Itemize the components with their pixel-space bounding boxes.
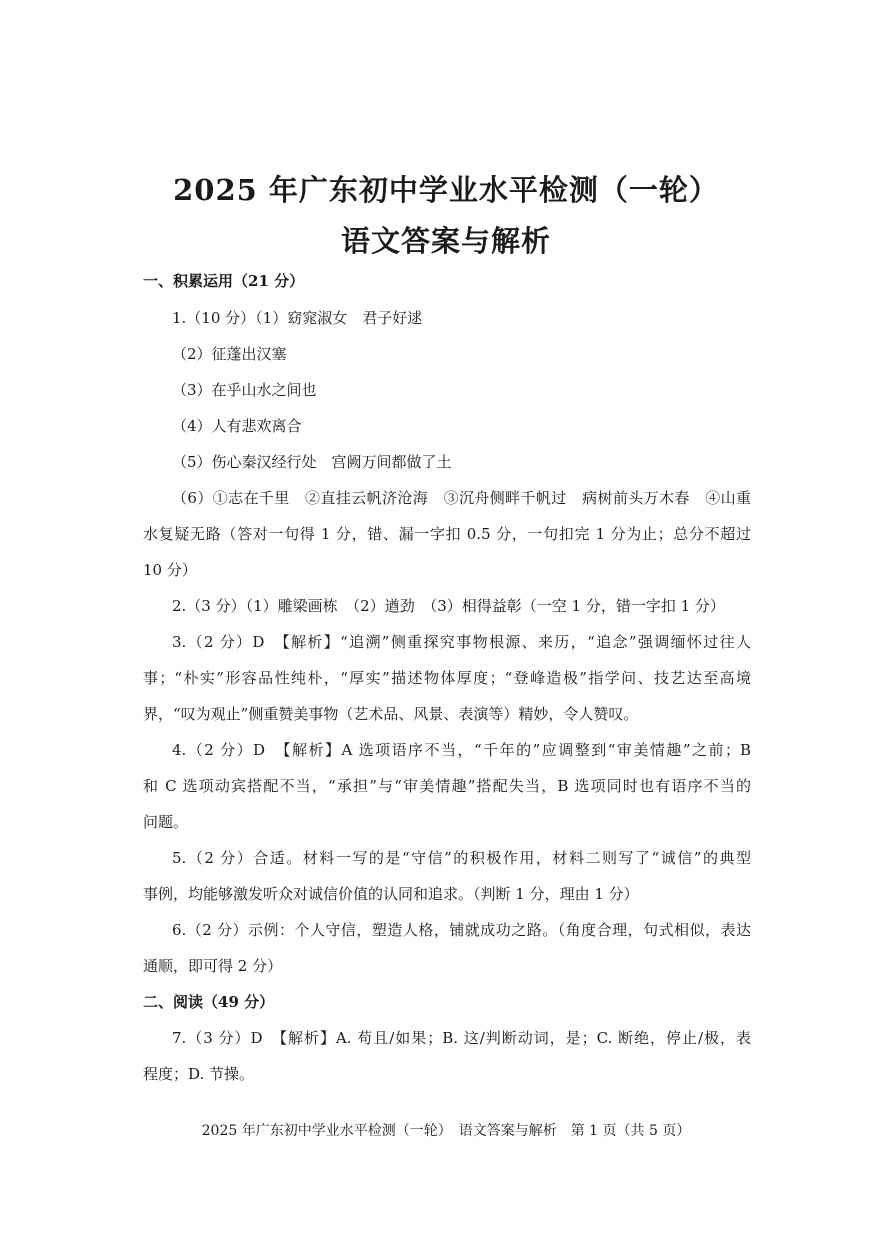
answer-line: 问题。 (143, 813, 189, 831)
answer-line: （3）在乎山水之间也 (172, 381, 317, 399)
document-title: 2025 年广东初中学业水平检测（一轮） (173, 173, 719, 207)
section-heading-accumulation: 一、积累运用（21 分） (143, 272, 305, 290)
answer-line: （5）伤心秦汉经行处 宫阙万间都做了土 (172, 453, 452, 471)
answer-line: （2）征蓬出汉塞 (172, 345, 287, 363)
answer-line: 事例，均能够激发听众对诚信价值的认同和追求。（判断 1 分，理由 1 分） (143, 885, 639, 903)
answer-line: （4）人有悲欢离合 (172, 417, 302, 435)
answer-line: 和 C 选项动宾搭配不当，“承担”与“审美情趣”搭配失当，B 选项同时也有语序不当的 (143, 777, 751, 795)
answer-line: （6）①志在千里 ②直挂云帆济沧海 ③沉舟侧畔千帆过 病树前头万木春 ④山重 (172, 489, 751, 507)
answer-line: 程度；D. 节操。 (143, 1065, 255, 1083)
answer-line: 事；“朴实”形容品性纯朴，“厚实”描述物体厚度；“登峰造极”指学问、技艺达至高境 (143, 669, 751, 687)
document-subtitle: 语文答案与解析 (340, 224, 551, 258)
answer-line: 界，“叹为观止”侧重赞美事物（艺术品、风景、表演等）精妙，令人赞叹。 (143, 705, 639, 723)
answer-line: 1.（10 分）（1）窈窕淑女 君子好逑 (172, 309, 423, 327)
answer-line: 5.（2 分）合适。材料一写的是“守信”的积极作用，材料二则写了“诚信”的典型 (172, 849, 751, 867)
section-heading-reading: 二、阅读（49 分） (143, 993, 275, 1011)
answer-line: 通顺，即可得 2 分） (143, 957, 283, 975)
answer-line: 水复疑无路（答对一句得 1 分，错、漏一字扣 0.5 分，一句扣完 1 分为止；总分不超过 (143, 525, 751, 543)
answer-line: 3.（2 分）D 【解析】“追溯”侧重探究事物根源、来历，“追念”强调缅怀过往人 (172, 633, 751, 651)
answer-line: 4.（2 分）D 【解析】A 选项语序不当，“千年的”应调整到“审美情趣”之前；B (172, 741, 751, 759)
answer-line: 6.（2 分）示例：个人守信，塑造人格，铺就成功之路。（角度合理，句式相似，表达 (172, 921, 751, 939)
answer-line: 2.（3 分）（1）雕梁画栋 （2）遒劲 （3）相得益彰（一空 1 分，错一字扣 1 分） (172, 597, 725, 615)
page-footer: 2025 年广东初中学业水平检测（一轮） 语文答案与解析 第 1 页（共 5 页） (201, 1123, 691, 1139)
answer-line: 7.（3 分）D 【解析】A. 苟且/如果；B. 这/判断动词，是；C. 断绝，停止/极，表 (172, 1029, 751, 1047)
answer-line: 10 分） (143, 561, 197, 579)
